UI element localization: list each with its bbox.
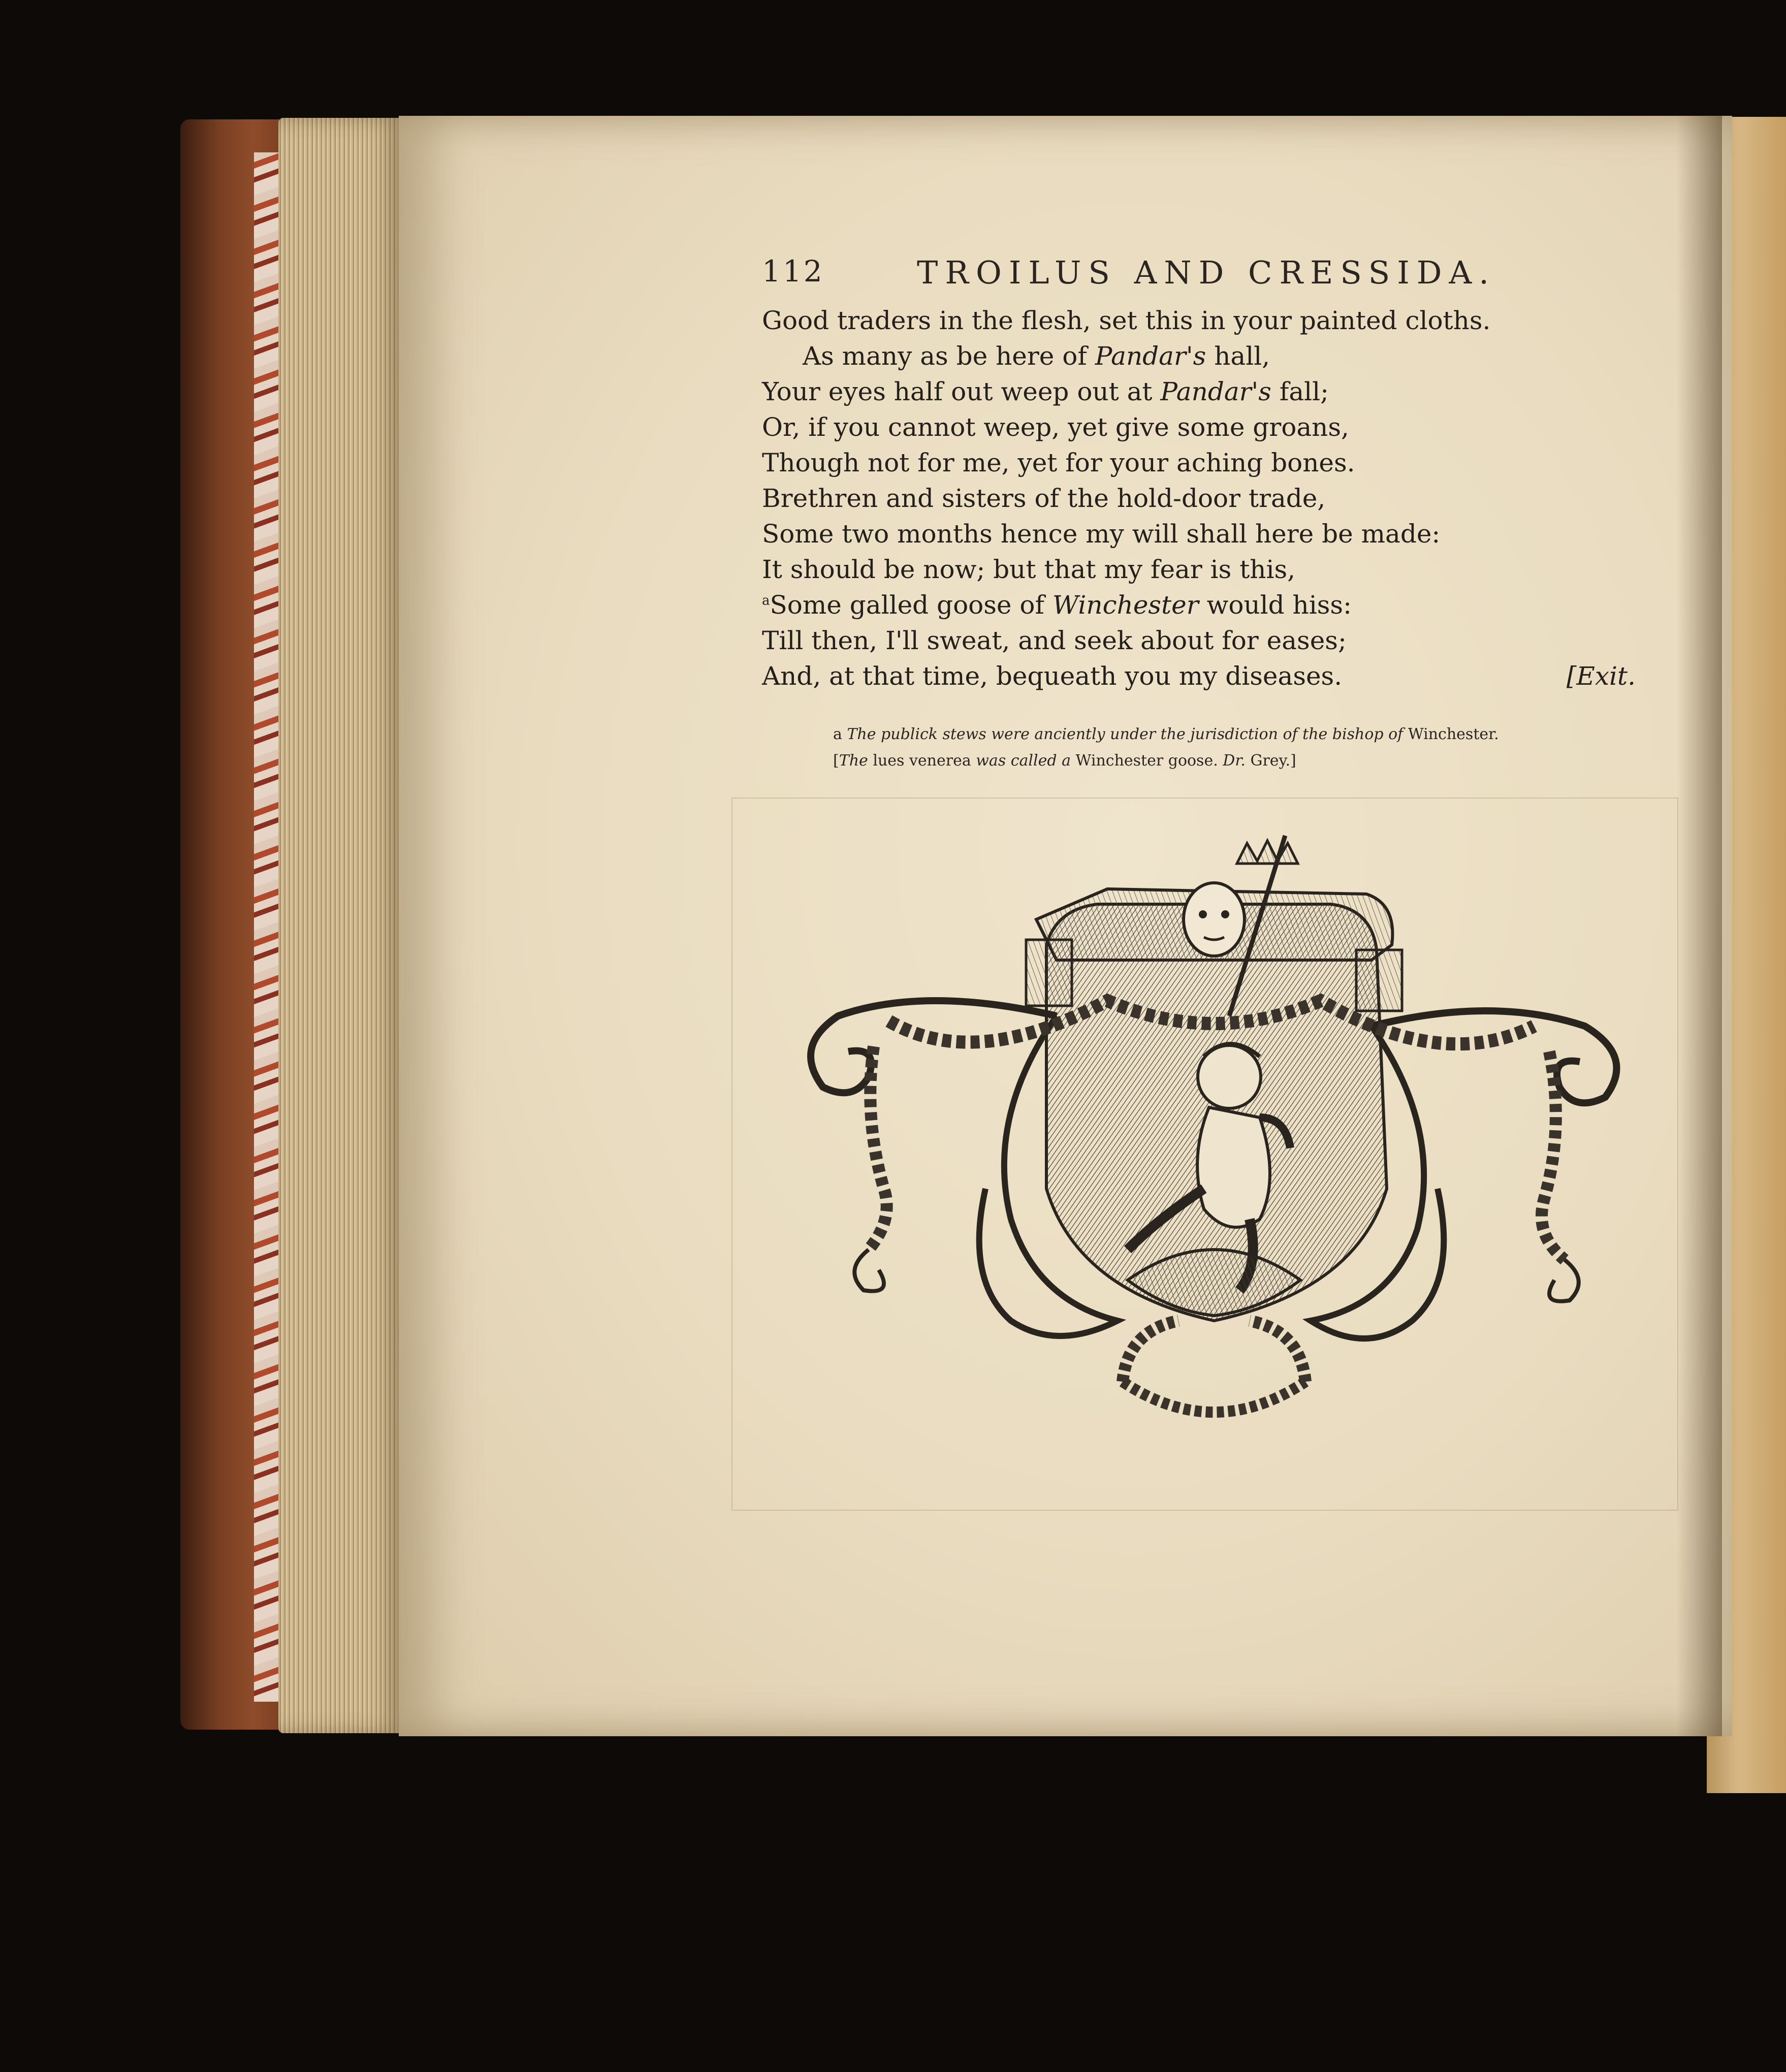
verse-line — [762, 587, 1636, 623]
footnote-line — [833, 748, 1544, 774]
footnote-text: was called a — [976, 752, 1071, 770]
verse-line — [762, 338, 1636, 374]
verse-text: would hiss: — [1198, 590, 1352, 620]
verse-line — [762, 552, 1636, 587]
verse-line — [762, 445, 1636, 481]
page-gutter-shadow — [1676, 116, 1722, 1736]
stage-direction: [Exit. — [1566, 661, 1636, 691]
verse-line — [762, 516, 1636, 552]
verse-text: Though not for me, yet for your aching bones. — [762, 448, 1355, 477]
footnote-text: [ — [833, 752, 839, 770]
verse-text: Good traders in the flesh, set this in your painted cloths. — [762, 306, 1491, 335]
footnotes — [833, 721, 1544, 774]
verse-text: Or, if you cannot weep, yet give some groans, — [762, 412, 1349, 442]
footnote-text: lues venerea — [868, 752, 976, 770]
verse-text: Your eyes half out weep out at — [762, 377, 1161, 406]
verse-block — [762, 303, 1636, 694]
footnote-text: Winchester goose. — [1071, 752, 1223, 770]
verse-line — [762, 658, 1636, 694]
footnote-text: Dr. — [1223, 752, 1246, 770]
verse-text: It should be now; but that my fear is this, — [762, 555, 1296, 584]
verse-text: Brethren and sisters of the hold-door trade, — [762, 484, 1326, 513]
verse-text: Pandar's — [1095, 341, 1206, 371]
footnote-mark: a — [762, 593, 770, 609]
footnote-text: The publick stews were anciently under the jurisdiction of the bishop of — [847, 725, 1408, 743]
verse-text: fall; — [1271, 377, 1329, 406]
verse-text: hall, — [1206, 341, 1270, 371]
engraved-cartouche-icon — [772, 833, 1646, 1463]
footnote-text: Winchester. — [1408, 725, 1499, 743]
footnote-text: The — [839, 752, 868, 770]
footnote-text: a — [833, 725, 847, 743]
verse-line — [762, 481, 1636, 516]
verse-text: Winchester — [1052, 590, 1199, 620]
running-title: TROILUS AND CRESSIDA. — [917, 254, 1496, 291]
verse-text: Some galled goose of — [770, 590, 1053, 620]
running-header — [762, 254, 1514, 295]
footnote-line — [833, 721, 1544, 748]
verse-text: Till then, I'll sweat, and seek about for eases; — [762, 626, 1347, 655]
verse-text: Some two months hence my will shall here be made: — [762, 519, 1441, 549]
verse-line — [762, 409, 1636, 445]
verse-line — [762, 623, 1636, 658]
verse-line — [762, 374, 1636, 409]
verse-text: Pandar's — [1160, 377, 1271, 406]
verse-line — [762, 303, 1636, 338]
footnote-text: Grey.] — [1245, 752, 1296, 770]
verse-text: As many as be here of — [803, 341, 1095, 371]
verse-text: And, at that time, bequeath you my diseases. — [762, 661, 1343, 691]
page-block-edge — [278, 118, 405, 1733]
page-number: 112 — [762, 254, 824, 289]
